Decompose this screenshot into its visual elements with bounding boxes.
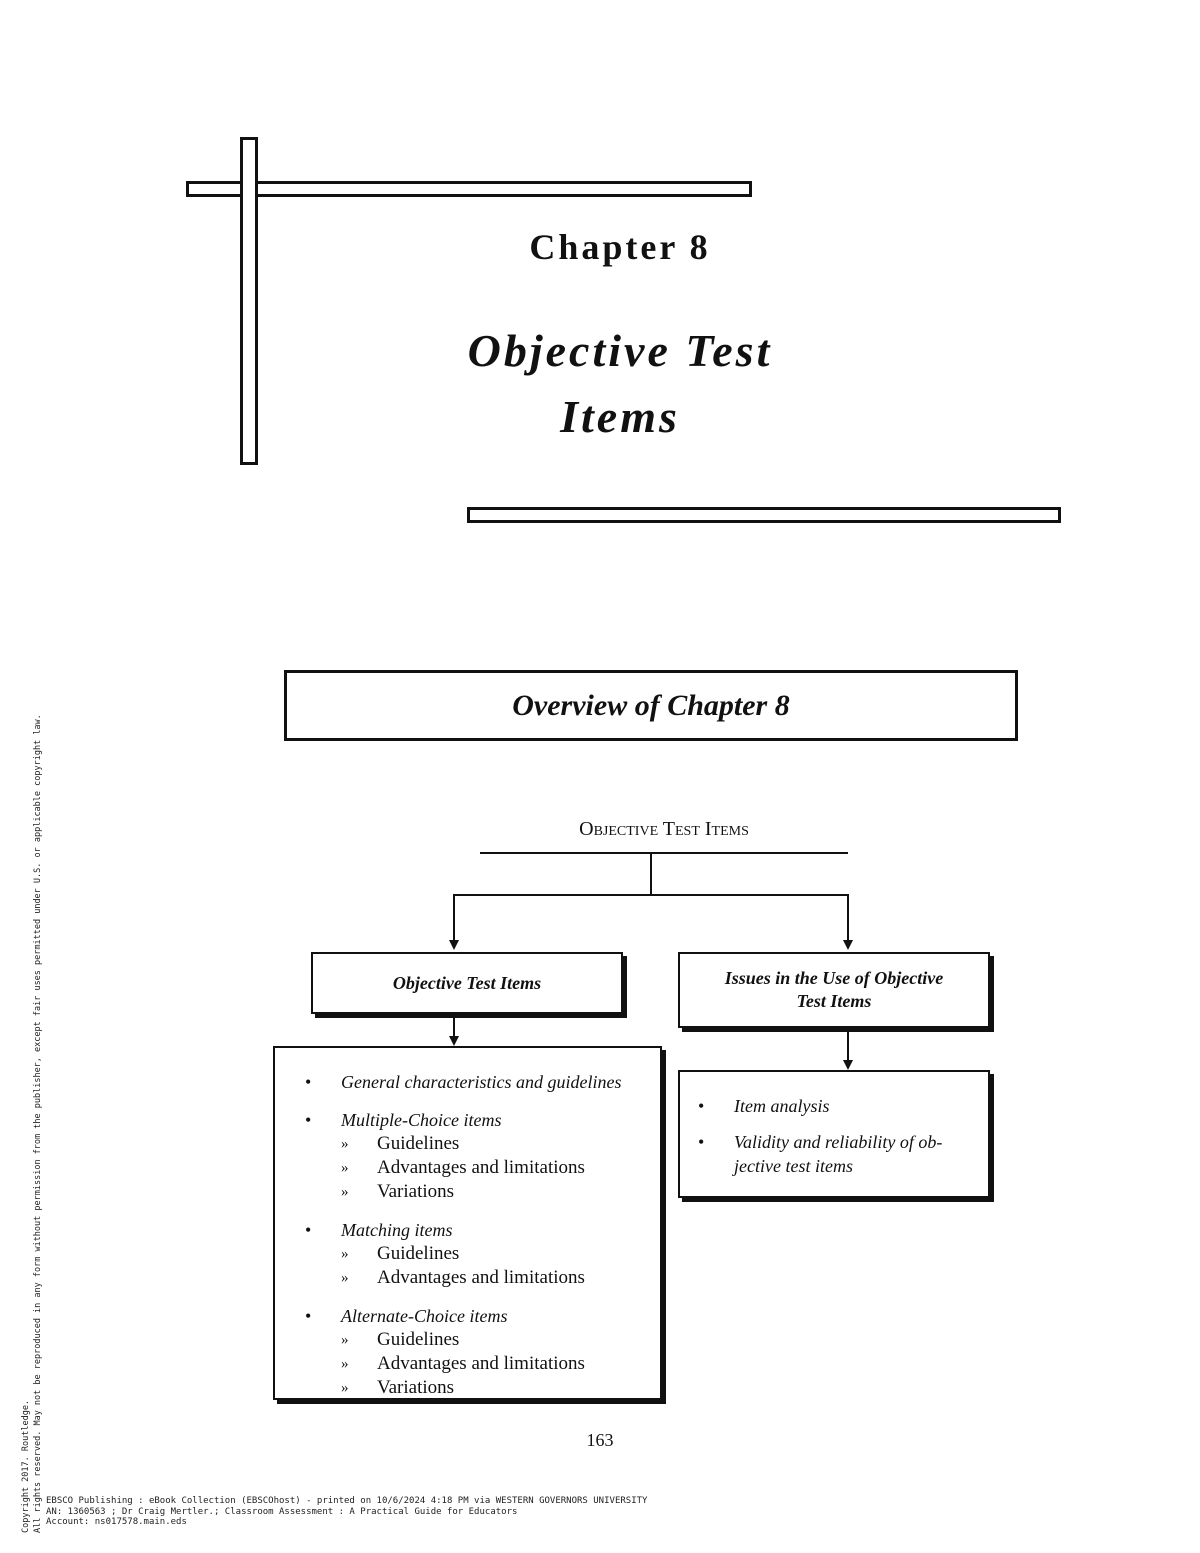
horizontal-bar-bottom — [467, 507, 1061, 523]
connector-stem — [650, 853, 652, 895]
footer-line2: AN: 1360563 ; Dr Craig Mertler.; Classroom Assessment : A Practical Guide for Educators — [46, 1506, 518, 1517]
list-item: • Matching items » Guidelines » Advantages and limitations — [293, 1218, 660, 1290]
footer-line1: EBSCO Publishing : eBook Collection (EBSCOhost) - printed on 10/6/2024 4:18 PM via WESTERN GOVERNORS UNIVERSITY — [46, 1496, 648, 1506]
sub-list-item: » Advantages and limitations — [341, 1266, 660, 1290]
copyright-line2: All rights reserved. May not be reproduced in any form without permission from the publisher, except fair uses permitted under U.S. or applicable copyright law. — [33, 714, 43, 1533]
list-item: • Alternate-Choice items » Guidelines » Advantages and limitations » Variations — [293, 1304, 660, 1400]
chapter-title — [380, 318, 860, 450]
page-number: 163 — [586, 1430, 614, 1450]
sub-list-item: » Guidelines — [341, 1242, 660, 1266]
sub-list — [341, 1132, 660, 1204]
connector-left-box — [453, 1016, 455, 1037]
overview-heading: Overview of Chapter 8 — [512, 688, 790, 722]
list-item: • General characteristics and guidelines — [293, 1070, 660, 1094]
copyright-line1: Copyright 2017. Routledge. — [21, 1399, 31, 1533]
sub-list-item: » Variations — [341, 1376, 660, 1400]
arrow-down-right — [843, 940, 853, 950]
issues-heading-line1: Issues in the Use of Objective — [724, 968, 944, 988]
copyright-notice — [20, 383, 44, 1533]
issues-box — [678, 952, 990, 1028]
sub-list — [341, 1242, 660, 1290]
connector-right-drop — [847, 895, 849, 941]
issues-list — [686, 1094, 988, 1178]
connector-horizontal — [453, 894, 849, 896]
connector-left-drop — [453, 895, 455, 941]
list-item: • Multiple-Choice items » Guidelines » Advantages and limitations » Variations — [293, 1108, 660, 1204]
chapter-title-line2: Items — [560, 391, 680, 442]
sub-list-item: » Advantages and limitations — [341, 1352, 660, 1376]
chapter-title-line1: Objective Test — [467, 325, 773, 376]
chapter-label: Chapter 8 — [529, 227, 711, 267]
objective-items-list — [293, 1070, 660, 1400]
issues-heading-line2: Test Items — [796, 991, 872, 1011]
arrow-down-left — [449, 940, 459, 950]
objective-test-items-box — [311, 952, 623, 1014]
sub-list — [341, 1328, 660, 1400]
sub-list-item: » Advantages and limitations — [341, 1156, 660, 1180]
overview-heading-box — [284, 670, 1018, 741]
print-footer — [46, 1496, 647, 1528]
list-item: • Item analysis — [686, 1094, 988, 1118]
list-item: • Validity and reliability of ob- jective test items — [686, 1130, 988, 1178]
diagram-title: Objective Test Items — [579, 818, 749, 840]
sub-list-item: » Guidelines — [341, 1132, 660, 1156]
arrow-down-left-box — [449, 1036, 459, 1046]
issues-detail-box — [678, 1070, 990, 1198]
diagram-title-underline — [480, 852, 848, 854]
objective-items-detail-box — [273, 1046, 662, 1400]
footer-line3: Account: ns017578.main.eds — [46, 1517, 187, 1527]
arrow-down-right-box — [843, 1060, 853, 1070]
sub-list-item: » Guidelines — [341, 1328, 660, 1352]
horizontal-bar-top — [186, 181, 752, 197]
connector-right-box — [847, 1031, 849, 1061]
objective-test-items-heading: Objective Test Items — [392, 972, 542, 993]
sub-list-item: » Variations — [341, 1180, 660, 1204]
vertical-bar — [240, 137, 258, 465]
